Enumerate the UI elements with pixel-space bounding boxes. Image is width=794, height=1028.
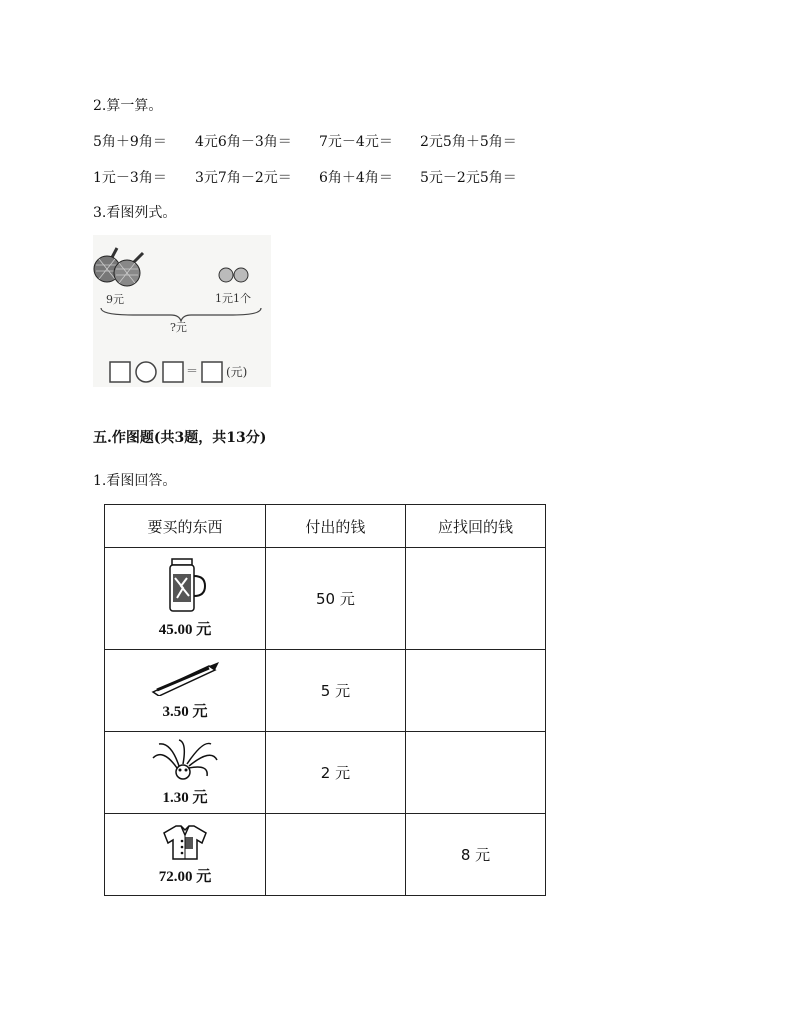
table-row	[105, 650, 546, 732]
ping-pong-ball-icon	[219, 268, 248, 282]
expression: 5角＋9角＝	[93, 134, 167, 150]
table-row	[105, 814, 546, 896]
q2-row-2	[93, 167, 517, 187]
equation-placeholder	[110, 362, 222, 382]
item-price: 1.30 元	[162, 790, 208, 806]
expression: 4元6角－3角＝	[195, 134, 292, 150]
table-header-row	[105, 505, 546, 548]
shuttlecock-icon	[149, 738, 221, 782]
col-header-change: 应找回的钱	[405, 505, 545, 548]
col-header-item: 要买的东西	[105, 505, 266, 548]
q1-title: 1.看图回答。	[93, 473, 177, 489]
thermos-icon	[163, 558, 207, 614]
item-price: 72.00 元	[158, 869, 212, 885]
table-row	[105, 548, 546, 650]
change-cell	[405, 732, 545, 814]
total-label: ?元	[170, 321, 187, 334]
change-cell	[405, 548, 545, 650]
ball-price-label: 1元1个	[215, 292, 251, 305]
change-table	[104, 504, 546, 896]
item-cell	[105, 650, 266, 732]
paid-cell	[265, 814, 405, 896]
table-row	[105, 732, 546, 814]
paddle-price-label: 9元	[106, 293, 124, 306]
item-cell	[105, 814, 266, 896]
col-header-paid: 付出的钱	[265, 505, 405, 548]
equals-sign: ＝	[186, 364, 199, 378]
change-cell: 8 元	[405, 814, 545, 896]
expression: 1元－3角＝	[93, 170, 167, 186]
change-cell	[405, 650, 545, 732]
item-price: 45.00 元	[158, 622, 212, 638]
section-heading: 五.作图题(共3题，共13分)	[93, 430, 267, 446]
q2-title: 2.算一算。	[93, 98, 163, 114]
expression: 6角＋4角＝	[319, 170, 393, 186]
shirt-icon	[162, 823, 208, 861]
q2-row-1	[93, 131, 517, 151]
q3-figure	[93, 235, 271, 387]
unit-label: (元)	[226, 365, 248, 379]
expression: 3元7角－2元＝	[195, 170, 292, 186]
paid-cell: 50 元	[265, 548, 405, 650]
paid-cell: 2 元	[265, 732, 405, 814]
item-price: 3.50 元	[162, 704, 208, 720]
paid-cell: 5 元	[265, 650, 405, 732]
q3-title: 3.看图列式。	[93, 205, 177, 221]
ping-pong-paddle-icon	[114, 253, 143, 286]
item-cell	[105, 548, 266, 650]
item-cell	[105, 732, 266, 814]
pen-icon	[149, 660, 221, 696]
expression: 7元－4元＝	[319, 134, 393, 150]
expression: 2元5角＋5角＝	[420, 134, 517, 150]
expression: 5元－2元5角＝	[420, 170, 517, 186]
